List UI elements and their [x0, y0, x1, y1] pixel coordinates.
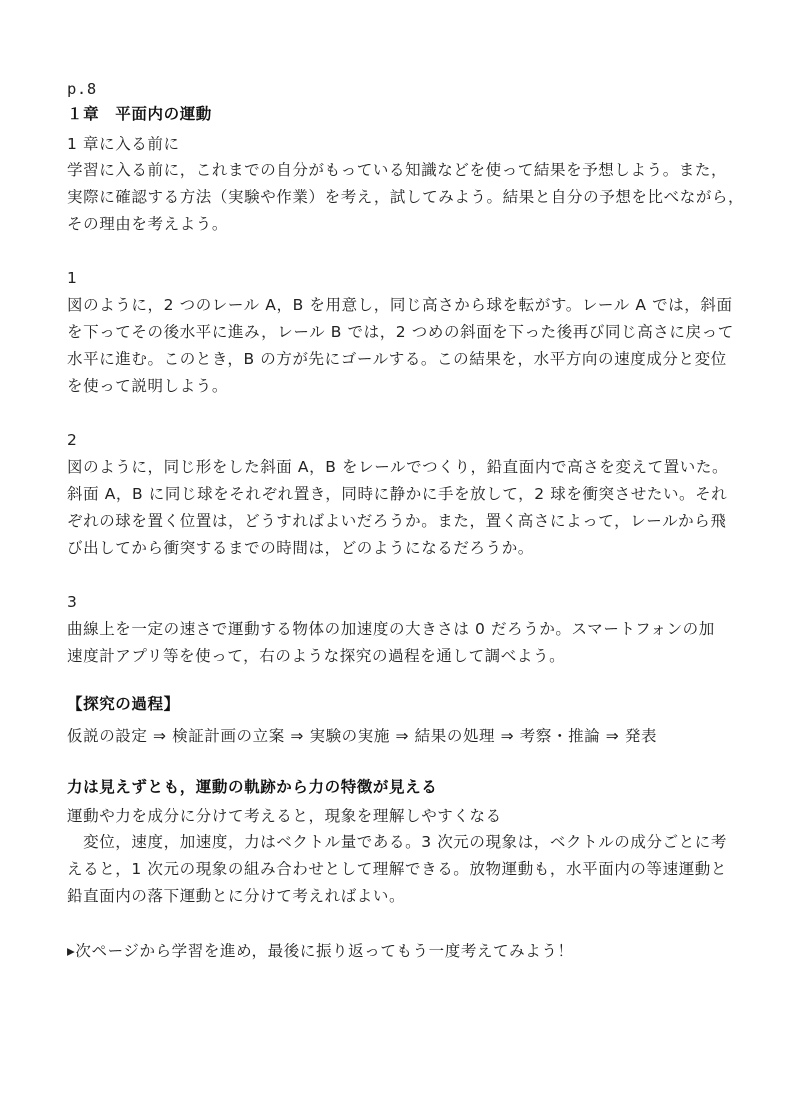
force-section-line: 鉛直面内の落下運動とに分けて考えればよい。 — [67, 887, 406, 905]
question-line: ぞれの球を置く位置は，どうすればよいだろうか。また，置く高さによって，レールから飛 — [67, 512, 727, 530]
question-line: を使って説明しよう。 — [67, 377, 229, 395]
page-label: p.8 — [67, 80, 97, 98]
closing-note: ▸次ページから学習を進め，最後に振り返ってもう一度考えてみよう！ — [67, 942, 574, 960]
intro-heading: 1 章に入る前に — [67, 135, 180, 153]
question-number: 3 — [67, 593, 78, 611]
question-line: を下ってその後水平に進み，レール B では，2 つめの斜面を下った後再び同じ高さに戻って — [67, 323, 734, 341]
chapter-title: １章 平面内の運動 — [67, 105, 212, 123]
inquiry-process: 仮説の設定 ⇒ 検証計画の立案 ⇒ 実験の実施 ⇒ 結果の処理 ⇒ 考察・推論 ⇒ 発表 — [67, 727, 658, 745]
question-line: 斜面 A，B に同じ球をそれぞれ置き，同時に静かに手を放して，2 球を衝突させたい。それ — [67, 485, 728, 503]
question-line: 水平に進む。このとき，B の方が先にゴールする。この結果を，水平方向の速度成分と変位 — [67, 350, 727, 368]
question-line: 曲線上を一定の速さで運動する物体の加速度の大きさは 0 だろうか。スマートフォンの加 — [67, 620, 715, 638]
intro-line: その理由を考えよう。 — [67, 215, 229, 233]
intro-line: 学習に入る前に，これまでの自分がもっている知識などを使って結果を予想しよう。また， — [67, 161, 728, 179]
question-number: 2 — [67, 431, 78, 449]
question-line: 図のように，同じ形をした斜面 A，B をレールでつくり，鉛直面内で高さを変えて置いた。 — [67, 458, 729, 476]
question-line: び出してから衝突するまでの時間は，どのようになるだろうか。 — [67, 539, 534, 557]
question-line: 速度計アプリ等を使って，右のような探究の過程を通して調べよう。 — [67, 647, 566, 665]
force-section-line: えると，1 次元の現象の組み合わせとして理解できる。放物運動も，水平面内の等速運動と — [67, 860, 727, 878]
force-section-heading: 力は見えずとも，運動の軌跡から力の特徴が見える — [67, 778, 438, 796]
intro-line: 実際に確認する方法（実験や作業）を考え，試してみよう。結果と自分の予想を比べながら， — [67, 188, 745, 206]
force-section-subheading: 運動や力を成分に分けて考えると，現象を理解しやすくなる — [67, 807, 502, 825]
force-section-line: 変位，速度，加速度，力はベクトル量である。3 次元の現象は，ベクトルの成分ごとに考 — [67, 833, 727, 851]
question-number: 1 — [67, 269, 78, 287]
question-line: 図のように，2 つのレール A，B を用意し，同じ高さから球を転がす。レール A では，斜面 — [67, 296, 733, 314]
inquiry-heading: 【探究の過程】 — [67, 695, 180, 713]
